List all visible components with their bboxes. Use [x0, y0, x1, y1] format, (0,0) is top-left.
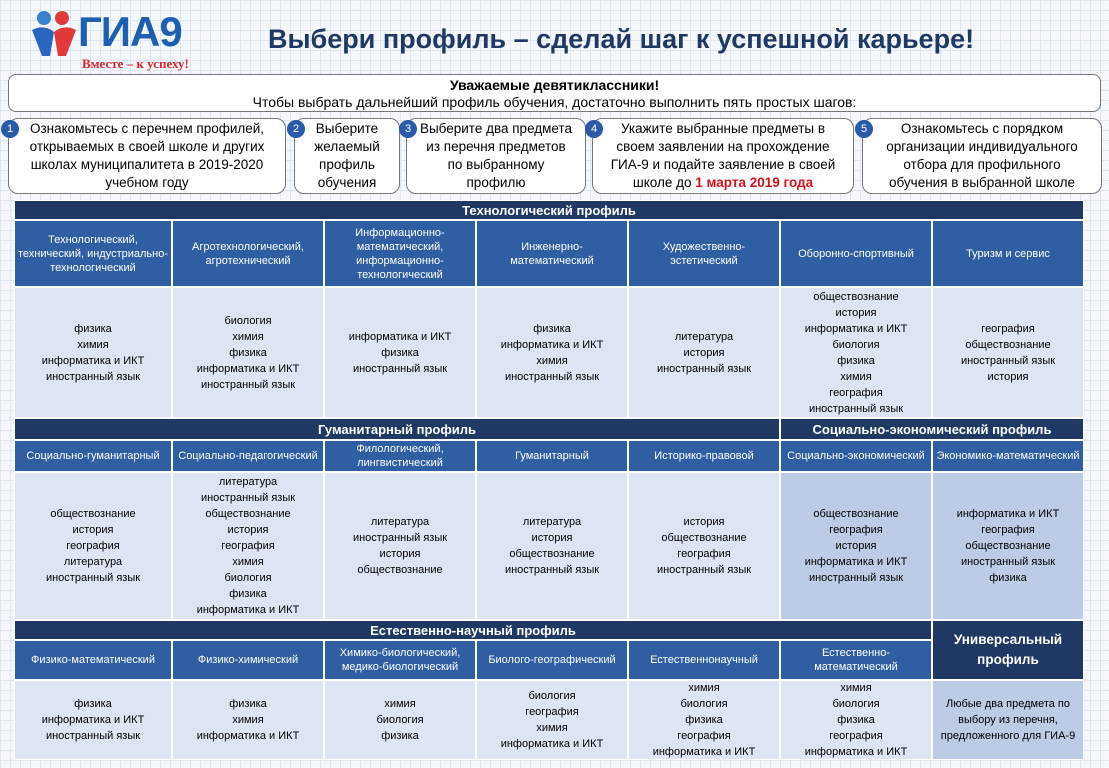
subject: физика — [837, 354, 875, 367]
subject: иностранный язык — [352, 362, 448, 375]
subject: химия — [688, 682, 720, 694]
subjects-cell — [932, 287, 1084, 418]
subject: химия — [77, 338, 109, 351]
subject: иностранный язык — [960, 354, 1056, 367]
step-text-main: Укажите выбранные предметы в своем заявлении на прохождение ГИА-9 и подайте заявление в своей школе до — [610, 121, 836, 190]
profile-name: Физико-математический — [14, 640, 172, 680]
universal-profile-header: Универсальный профиль — [932, 620, 1084, 680]
natural-science-profile-section — [14, 620, 1094, 760]
section-header: Естественно-научный профиль — [14, 620, 932, 640]
subjects-cell — [476, 287, 628, 418]
subjects-cell — [14, 472, 172, 620]
subjects-cell — [628, 287, 780, 418]
subject: информатика и ИКТ — [500, 738, 604, 750]
profile-name: Естественнонаучный — [628, 640, 780, 680]
subject: иностранный язык — [960, 556, 1056, 568]
subject: биология — [832, 698, 880, 710]
subject: информатика и ИКТ — [348, 330, 452, 343]
subjects-cell — [780, 472, 932, 620]
profile-name: Социально-педагогический — [172, 440, 324, 472]
subjects-cell — [628, 680, 780, 760]
subjects-cell — [14, 287, 172, 418]
subjects-cell — [476, 472, 628, 620]
section-header-socio-economic: Социально-экономический профиль — [780, 418, 1084, 440]
subjects-cell — [780, 680, 932, 760]
subject: биология — [832, 338, 880, 351]
profile-name: Естественно-математический — [780, 640, 932, 680]
subject: химия — [232, 330, 264, 343]
logo-slogan: Вместе – к успеху! — [82, 56, 189, 71]
subject: информатика и ИКТ — [804, 746, 908, 758]
subjects-cell — [324, 472, 476, 620]
subject: иностранный язык — [45, 370, 141, 383]
step-text: Выберите желаемый профиль обучения — [314, 121, 380, 190]
subject: физика — [229, 588, 267, 600]
subject: химия — [536, 722, 568, 734]
subject: история — [531, 532, 573, 544]
intro-box — [8, 74, 1101, 112]
subject: химия — [536, 354, 568, 367]
subject: информатика и ИКТ — [41, 714, 145, 726]
subject: химия — [840, 682, 872, 694]
profile-name: Филологический, лингвистический — [324, 440, 476, 472]
step-number: 2 — [287, 120, 305, 138]
profile-name: Туризм и сервис — [932, 220, 1084, 287]
subject: химия — [232, 556, 264, 568]
subject: история — [683, 516, 725, 528]
subject: обществознание — [357, 564, 443, 576]
subjects-cell — [172, 472, 324, 620]
page-title: Выбери профиль – сделай шаг к успешной карьере! — [268, 24, 975, 54]
people-icon — [30, 10, 80, 58]
subject: обществознание — [813, 290, 899, 303]
step-3 — [406, 118, 586, 194]
subject: география — [221, 540, 275, 552]
subject: обществознание — [205, 508, 291, 520]
subject: биология — [680, 698, 728, 710]
step-text — [593, 120, 853, 192]
subjects-cell — [628, 472, 780, 620]
step-number: 4 — [585, 120, 603, 138]
subject: иностранный язык — [200, 378, 296, 391]
intro-text: Чтобы выбрать дальнейший профиль обучения, достаточно выполнить пять простых шагов: — [252, 94, 857, 110]
intro-heading: Уважаемые девятиклассники! — [449, 77, 660, 93]
subject: история — [227, 524, 269, 536]
profile-name: Физико-химический — [172, 640, 324, 680]
subject: литература — [63, 556, 123, 568]
subjects-cell — [780, 287, 932, 418]
subjects-cell — [324, 287, 476, 418]
subject: география — [981, 524, 1035, 536]
subject: физика — [74, 322, 112, 335]
subject: иностранный язык — [808, 572, 904, 584]
step-2 — [294, 118, 400, 194]
section-header: Технологический профиль — [14, 200, 1084, 220]
logo-text: ГИА9 — [78, 8, 182, 55]
profile-name: Экономико-математический — [932, 440, 1084, 472]
subject: биология — [376, 714, 424, 726]
step-text: Ознакомьтесь с перечнем профилей, открываемых в своей школе и других школах муниципалитета в 2019-2020 учебном году — [29, 121, 265, 190]
section-header: Гуманитарный профиль — [14, 418, 780, 440]
deadline: 1 марта 2019 года — [695, 175, 814, 190]
subject: химия — [232, 714, 264, 726]
subject: иностранный язык — [200, 492, 296, 504]
subject: литература — [370, 516, 430, 528]
subject: обществознание — [509, 548, 595, 560]
step-number: 3 — [399, 120, 417, 138]
subject: обществознание — [50, 508, 136, 520]
subject: физика — [74, 698, 112, 710]
subject: иностранный язык — [808, 402, 904, 415]
subject: физика — [381, 346, 419, 359]
subject: информатика и ИКТ — [804, 556, 908, 568]
subject: обществознание — [965, 338, 1051, 351]
subject: иностранный язык — [45, 730, 141, 742]
profile-name: Историко-правовой — [628, 440, 780, 472]
profile-name: Оборонно-спортивный — [780, 220, 932, 287]
profile-name: Художественно-эстетический — [628, 220, 780, 287]
subject: география — [677, 548, 731, 560]
subject: география — [829, 386, 883, 399]
subject: физика — [533, 322, 571, 335]
subject: история — [835, 306, 877, 319]
subject: информатика и ИКТ — [956, 508, 1060, 520]
subject: биология — [224, 314, 272, 327]
subjects-cell — [932, 472, 1084, 620]
step-text: Выберите два предмета из перечня предметов по выбранному профилю — [419, 121, 573, 190]
subject: информатика и ИКТ — [652, 746, 756, 758]
universal-profile-text: Любые два предмета по выбору из перечня, предложенного для ГИА-9 — [932, 680, 1084, 760]
subjects-cell — [476, 680, 628, 760]
subject: история — [987, 370, 1029, 383]
subject: география — [525, 706, 579, 718]
subject: литература — [522, 516, 582, 528]
subject: география — [66, 540, 120, 552]
subject: география — [829, 730, 883, 742]
subject: история — [72, 524, 114, 536]
profile-name: Инженерно-математический — [476, 220, 628, 287]
subject: иностранный язык — [352, 532, 448, 544]
subjects-cell — [14, 680, 172, 760]
subject: литература — [674, 330, 734, 343]
profile-name: Агротехнологический, агротехнический — [172, 220, 324, 287]
subject: физика — [229, 346, 267, 359]
subject: физика — [685, 714, 723, 726]
subject: биология — [528, 690, 576, 702]
subject: обществознание — [813, 508, 899, 520]
subjects-cell — [324, 680, 476, 760]
subject: физика — [229, 698, 267, 710]
profile-name: Социально-экономический — [780, 440, 932, 472]
step-number: 5 — [855, 120, 873, 138]
subject: иностранный язык — [504, 370, 600, 383]
subject: химия — [384, 698, 416, 710]
step-number: 1 — [1, 120, 19, 138]
subject: физика — [837, 714, 875, 726]
subject: химия — [840, 370, 872, 383]
subject: иностранный язык — [656, 362, 752, 375]
subject: география — [677, 730, 731, 742]
subjects-cell — [172, 680, 324, 760]
humanitarian-profile-section — [14, 418, 1094, 620]
subject: физика — [989, 572, 1027, 584]
subject: история — [683, 346, 725, 359]
subject: иностранный язык — [656, 564, 752, 576]
subject: информатика и ИКТ — [804, 322, 908, 335]
subject: информатика и ИКТ — [196, 362, 300, 375]
subject: обществознание — [965, 540, 1051, 552]
tech-profile-section — [14, 200, 1094, 418]
subject: биология — [224, 572, 272, 584]
step-4 — [592, 118, 854, 194]
subject: иностранный язык — [45, 572, 141, 584]
subject: иностранный язык — [504, 564, 600, 576]
profile-name: Информационно-математический, информационно-технологический — [324, 220, 476, 287]
subject: история — [379, 548, 421, 560]
subject: история — [835, 540, 877, 552]
subject: физика — [381, 730, 419, 742]
profile-name: Социально-гуманитарный — [14, 440, 172, 472]
step-text: Ознакомьтесь с порядком организации индивидуального отбора для профильного обучения в выбранной школе — [886, 121, 1078, 190]
step-5 — [862, 118, 1102, 194]
subject: литература — [218, 476, 278, 488]
subject: информатика и ИКТ — [196, 604, 300, 616]
profile-name: Технологический, технический, индустриально-технологический — [14, 220, 172, 287]
profile-name: Гуманитарный — [476, 440, 628, 472]
subject: информатика и ИКТ — [41, 354, 145, 367]
subject: информатика и ИКТ — [196, 730, 300, 742]
subjects-cell — [172, 287, 324, 418]
gia9-logo — [30, 6, 210, 72]
subject: информатика и ИКТ — [500, 338, 604, 351]
profile-name: Химико-биологический, медико-биологический — [324, 640, 476, 680]
profile-name: Биолого-географический — [476, 640, 628, 680]
subject: география — [981, 322, 1035, 335]
subject: обществознание — [661, 532, 747, 544]
step-1 — [8, 118, 286, 194]
subject: география — [829, 524, 883, 536]
